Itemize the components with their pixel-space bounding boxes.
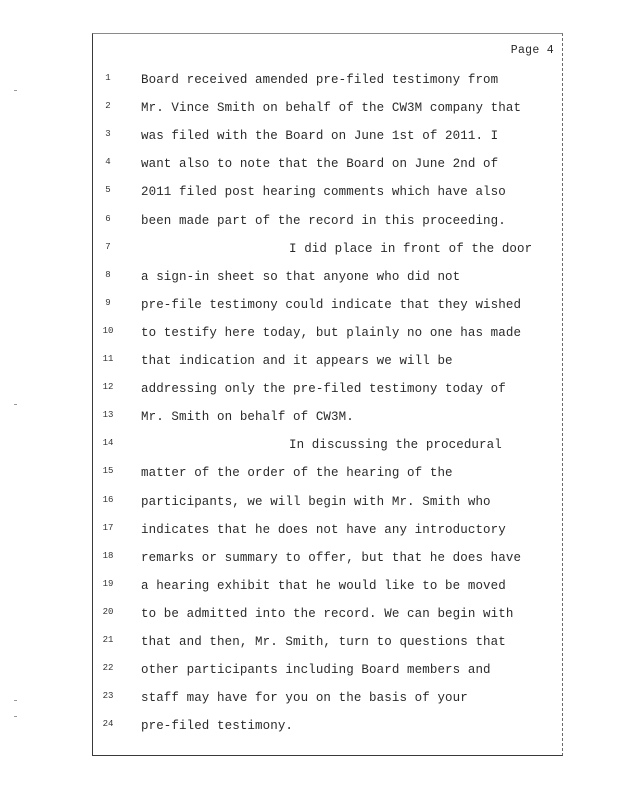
transcript-line [93, 492, 562, 512]
line-text: indicates that he does not have any introductory [141, 522, 506, 537]
line-number: 14 [102, 438, 114, 449]
line-number: 4 [105, 157, 111, 168]
transcript-line [93, 716, 562, 736]
line-number: 12 [102, 382, 114, 393]
line-number: 20 [102, 606, 114, 617]
scan-mark [14, 700, 17, 701]
line-number: 3 [105, 129, 111, 140]
transcript-line [93, 98, 562, 118]
transcript-line [93, 632, 562, 652]
line-number: 23 [102, 691, 114, 702]
line-text: pre-filed testimony. [141, 719, 294, 734]
line-text: to testify here today, but plainly no one has made [141, 325, 522, 340]
scan-mark [14, 90, 17, 91]
transcript-line [93, 463, 562, 483]
line-text: a hearing exhibit that he would like to be moved [141, 578, 506, 593]
line-number: 11 [102, 354, 114, 364]
line-number: 16 [102, 494, 114, 505]
line-text: Mr. Vince Smith on behalf of the CW3M company that [141, 101, 522, 116]
transcript-line [93, 351, 562, 371]
transcript-line [93, 660, 562, 680]
transcript-line [93, 520, 562, 540]
line-text: matter of the order of the hearing of the [141, 466, 453, 481]
line-text: addressing only the pre-filed testimony today of [141, 382, 506, 397]
transcript-line [93, 239, 562, 259]
line-text: other participants including Board members and [141, 663, 491, 678]
line-text: Board received amended pre-filed testimony from [141, 73, 499, 87]
transcript-line [93, 688, 562, 708]
transcript-line [93, 182, 562, 202]
line-text: was filed with the Board on June 1st of 2011. I [141, 129, 499, 144]
line-text: staff may have for you on the basis of your [141, 691, 468, 706]
transcript-line [93, 70, 562, 90]
line-number: 1 [105, 73, 111, 83]
line-text: remarks or summary to offer, but that he does have [141, 550, 522, 565]
transcript-line [93, 379, 562, 399]
transcript-line [93, 435, 562, 455]
line-text: Mr. Smith on behalf of CW3M. [141, 410, 354, 425]
line-number: 10 [102, 325, 114, 336]
line-text: 2011 filed post hearing comments which have also [141, 185, 506, 200]
line-number: 6 [105, 213, 111, 224]
line-text: that and then, Mr. Smith, turn to questions that [141, 635, 506, 649]
line-text: In discussing the procedural [289, 438, 502, 453]
line-number: 22 [102, 663, 114, 674]
transcript-line [93, 407, 562, 427]
line-number: 15 [102, 466, 114, 477]
transcript-line [93, 211, 562, 231]
line-number: 17 [102, 522, 114, 533]
line-text: participants, we will begin with Mr. Smith who [141, 494, 491, 509]
line-number: 24 [102, 719, 114, 730]
transcript-line [93, 154, 562, 174]
transcript-line [93, 295, 562, 315]
line-text: I did place in front of the door [289, 241, 533, 256]
line-text: want also to note that the Board on June 2nd of [141, 157, 499, 172]
page-number: Page 4 [510, 44, 554, 57]
line-text: pre-file testimony could indicate that they wished [141, 297, 522, 312]
line-number: 8 [105, 269, 111, 280]
transcript-line [93, 126, 562, 146]
transcript-line [93, 267, 562, 287]
line-text: to be admitted into the record. We can begin with [141, 606, 514, 621]
transcript-line [93, 323, 562, 343]
line-number: 19 [102, 578, 114, 589]
line-number: 2 [105, 101, 111, 112]
scan-mark [14, 716, 17, 717]
line-number: 18 [102, 550, 114, 561]
line-text: a sign-in sheet so that anyone who did not [141, 269, 461, 284]
line-number: 5 [105, 185, 111, 196]
line-number: 7 [105, 241, 111, 252]
transcript-line [93, 576, 562, 596]
transcript-line [93, 548, 562, 568]
transcript-page [92, 33, 563, 756]
line-text: that indication and it appears we will be [141, 354, 453, 368]
transcript-line [93, 604, 562, 624]
line-text: been made part of the record in this proceeding. [141, 213, 506, 228]
scan-mark [14, 404, 17, 405]
line-number: 13 [102, 410, 114, 421]
line-number: 21 [102, 635, 114, 645]
line-number: 9 [105, 297, 111, 308]
